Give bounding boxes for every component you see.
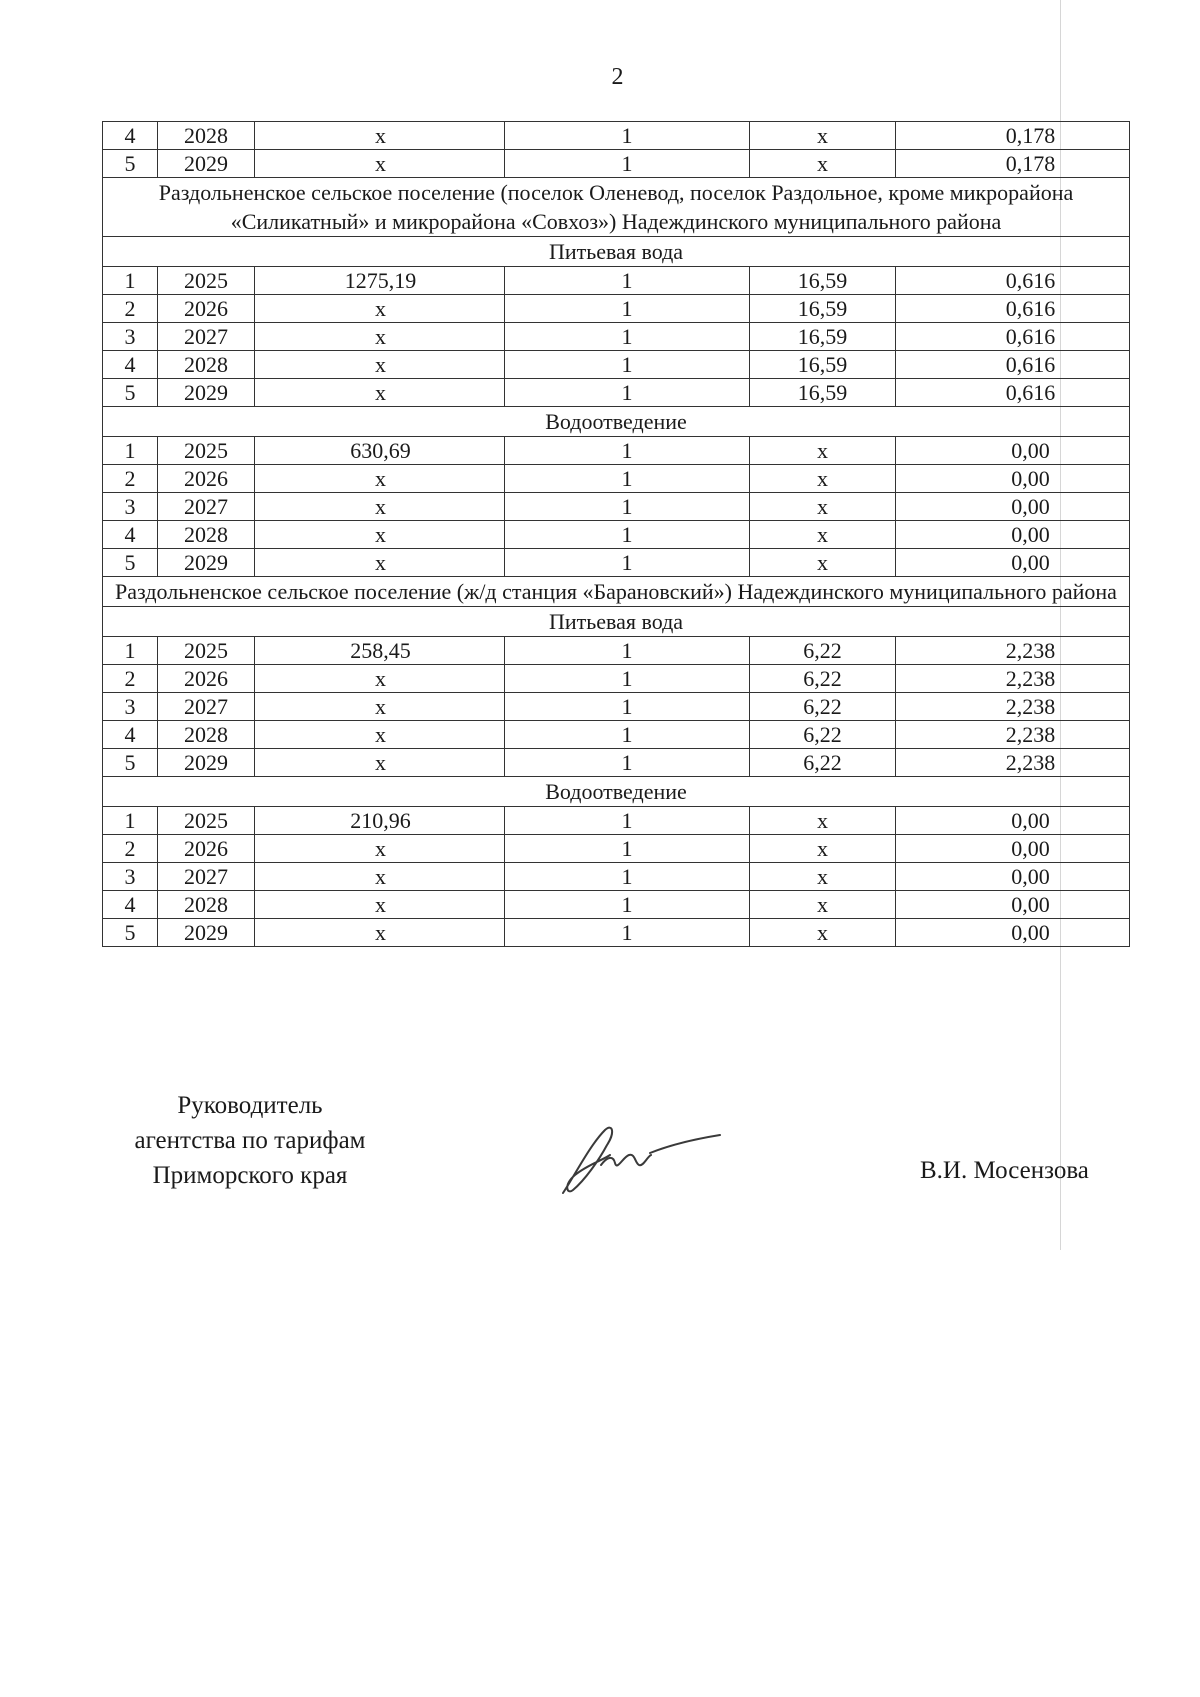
table-row [103,721,1130,749]
table-row [103,150,1130,178]
table-cell: 1 [505,807,750,835]
table-cell: 5 [103,549,158,577]
tariff-table-body [103,122,1130,947]
table-cell: 0,616 [896,267,1130,295]
table-row [103,122,1130,150]
table-cell: 3 [103,863,158,891]
table-cell: 1 [505,295,750,323]
table-cell: 2,238 [896,749,1130,777]
table-cell: 6,22 [750,637,896,665]
table-cell: 1 [505,863,750,891]
table-cell: 4 [103,721,158,749]
table-cell: 0,00 [896,891,1130,919]
table-cell: 16,59 [750,379,896,407]
table-cell: х [255,693,505,721]
subsection-header: Питьевая вода [103,237,1130,267]
table-cell: 2 [103,835,158,863]
table-row [103,637,1130,665]
subsection-header: Питьевая вода [103,607,1130,637]
table-cell: 1 [505,549,750,577]
table-cell: 5 [103,919,158,947]
table-cell: 0,00 [896,521,1130,549]
table-cell: 1 [505,665,750,693]
table-cell: 2 [103,665,158,693]
table-cell: х [750,835,896,863]
table-cell: 4 [103,521,158,549]
tariff-table [102,121,1130,947]
table-row [103,323,1130,351]
table-cell: 16,59 [750,295,896,323]
table-cell: х [750,437,896,465]
table-cell: 2027 [158,493,255,521]
signer-position-line: Приморского края [152,1162,348,1189]
table-cell: 2029 [158,379,255,407]
table-cell: х [750,891,896,919]
table-row [103,437,1130,465]
section-header-row [103,178,1130,237]
table-cell: х [750,122,896,150]
table-cell: 16,59 [750,267,896,295]
table-cell: х [750,863,896,891]
table-cell: 258,45 [255,637,505,665]
table-cell: 1 [505,267,750,295]
table-row [103,493,1130,521]
table-cell: 1 [505,749,750,777]
table-cell: 1 [505,465,750,493]
table-cell: 2026 [158,835,255,863]
table-cell: х [255,891,505,919]
table-cell: 1 [103,807,158,835]
table-cell: х [255,465,505,493]
table-cell: 1 [505,721,750,749]
table-cell: х [255,493,505,521]
table-cell: 2027 [158,323,255,351]
table-cell: 1 [505,919,750,947]
table-cell: 2026 [158,665,255,693]
table-cell: 1 [505,351,750,379]
table-cell: 2025 [158,637,255,665]
table-cell: 4 [103,351,158,379]
table-cell: 1 [505,493,750,521]
table-cell: 0,00 [896,549,1130,577]
table-cell: х [255,323,505,351]
table-row [103,693,1130,721]
table-row [103,351,1130,379]
table-cell: 1 [505,835,750,863]
table-cell: 2027 [158,863,255,891]
table-cell: 2025 [158,807,255,835]
table-cell: х [255,749,505,777]
table-cell: 1 [505,323,750,351]
table-cell: 0,00 [896,863,1130,891]
table-cell: 0,00 [896,807,1130,835]
table-cell: х [255,549,505,577]
table-cell: 6,22 [750,693,896,721]
table-cell: 0,00 [896,919,1130,947]
section-header: Раздольненское сельское поселение (ж/д станция «Барановский») Надеждинского муниципального района [103,577,1130,607]
table-cell: 3 [103,323,158,351]
table-cell: 1 [505,521,750,549]
table-cell: 210,96 [255,807,505,835]
subsection-header-row [103,237,1130,267]
table-cell: 2029 [158,919,255,947]
table-cell: 1 [103,637,158,665]
table-cell: 2027 [158,693,255,721]
table-cell: 2,238 [896,721,1130,749]
handwritten-signature [555,1105,725,1205]
table-cell: 0,616 [896,379,1130,407]
table-cell: 1 [505,150,750,178]
table-cell: 1 [505,891,750,919]
subsection-header-row [103,607,1130,637]
table-cell: х [750,919,896,947]
table-cell: 16,59 [750,323,896,351]
subsection-header: Водоотведение [103,407,1130,437]
table-cell: 2,238 [896,665,1130,693]
table-row [103,465,1130,493]
table-cell: 630,69 [255,437,505,465]
table-cell: 1 [505,379,750,407]
table-cell: х [750,493,896,521]
table-row [103,295,1130,323]
table-cell: 2025 [158,267,255,295]
table-cell: х [255,835,505,863]
table-row [103,919,1130,947]
signature-title-block [100,1088,400,1193]
table-row [103,835,1130,863]
table-cell: 1 [505,437,750,465]
table-cell: х [255,351,505,379]
table-cell: 1 [505,637,750,665]
table-cell: 2 [103,295,158,323]
subsection-header: Водоотведение [103,777,1130,807]
table-cell: 2026 [158,295,255,323]
table-cell: 3 [103,493,158,521]
table-cell: 16,59 [750,351,896,379]
table-row [103,267,1130,295]
table-cell: 2 [103,465,158,493]
table-cell: 4 [103,891,158,919]
signer-name: В.И. Мосензова [920,1157,1089,1184]
table-cell: 1 [505,122,750,150]
table-cell: 5 [103,379,158,407]
table-row [103,749,1130,777]
table-cell: 3 [103,693,158,721]
table-cell: 2028 [158,122,255,150]
table-cell: х [750,150,896,178]
table-cell: 5 [103,150,158,178]
table-cell: 0,616 [896,323,1130,351]
page-number: 2 [611,64,624,90]
table-cell: 0,616 [896,351,1130,379]
table-cell: 6,22 [750,665,896,693]
table-cell: 0,616 [896,295,1130,323]
table-cell: 2025 [158,437,255,465]
table-row [103,891,1130,919]
table-cell: 0,00 [896,835,1130,863]
table-cell: 1 [103,437,158,465]
section-header-row [103,577,1130,607]
table-cell: х [750,521,896,549]
table-cell: х [255,295,505,323]
table-cell: х [255,150,505,178]
table-cell: х [750,807,896,835]
table-cell: 2026 [158,465,255,493]
table-cell: 2,238 [896,637,1130,665]
table-cell: 0,178 [896,122,1130,150]
table-row [103,549,1130,577]
table-cell: 0,00 [896,437,1130,465]
table-cell: х [750,549,896,577]
table-cell: 2029 [158,749,255,777]
table-row [103,379,1130,407]
table-cell: х [750,465,896,493]
table-cell: 2,238 [896,693,1130,721]
table-cell: х [255,122,505,150]
table-cell: 0,00 [896,465,1130,493]
table-cell: х [255,863,505,891]
table-cell: х [255,919,505,947]
signer-position-line: агентства по тарифам [134,1127,366,1154]
table-cell: 2029 [158,549,255,577]
table-cell: 1275,19 [255,267,505,295]
table-cell: 5 [103,749,158,777]
table-row [103,807,1130,835]
table-row [103,863,1130,891]
table-cell: х [255,665,505,693]
table-row [103,521,1130,549]
table-cell: 2028 [158,521,255,549]
subsection-header-row [103,777,1130,807]
table-cell: 0,00 [896,493,1130,521]
table-cell: 4 [103,122,158,150]
table-cell: 2028 [158,721,255,749]
table-cell: 2028 [158,351,255,379]
section-header: Раздольненское сельское поселение (поселок Оленевод, поселок Раздольное, кроме микрорайона «Силикатный» и микрорайона «Совхоз») Надеждинского муниципального района [103,178,1130,237]
table-cell: х [255,521,505,549]
table-cell: 6,22 [750,749,896,777]
signer-position-line: Руководитель [177,1092,323,1119]
table-cell: х [255,721,505,749]
table-cell: 2029 [158,150,255,178]
table-cell: 2028 [158,891,255,919]
table-cell: х [255,379,505,407]
table-cell: 1 [103,267,158,295]
table-cell: 6,22 [750,721,896,749]
table-cell: 0,178 [896,150,1130,178]
subsection-header-row [103,407,1130,437]
table-row [103,665,1130,693]
table-cell: 1 [505,693,750,721]
